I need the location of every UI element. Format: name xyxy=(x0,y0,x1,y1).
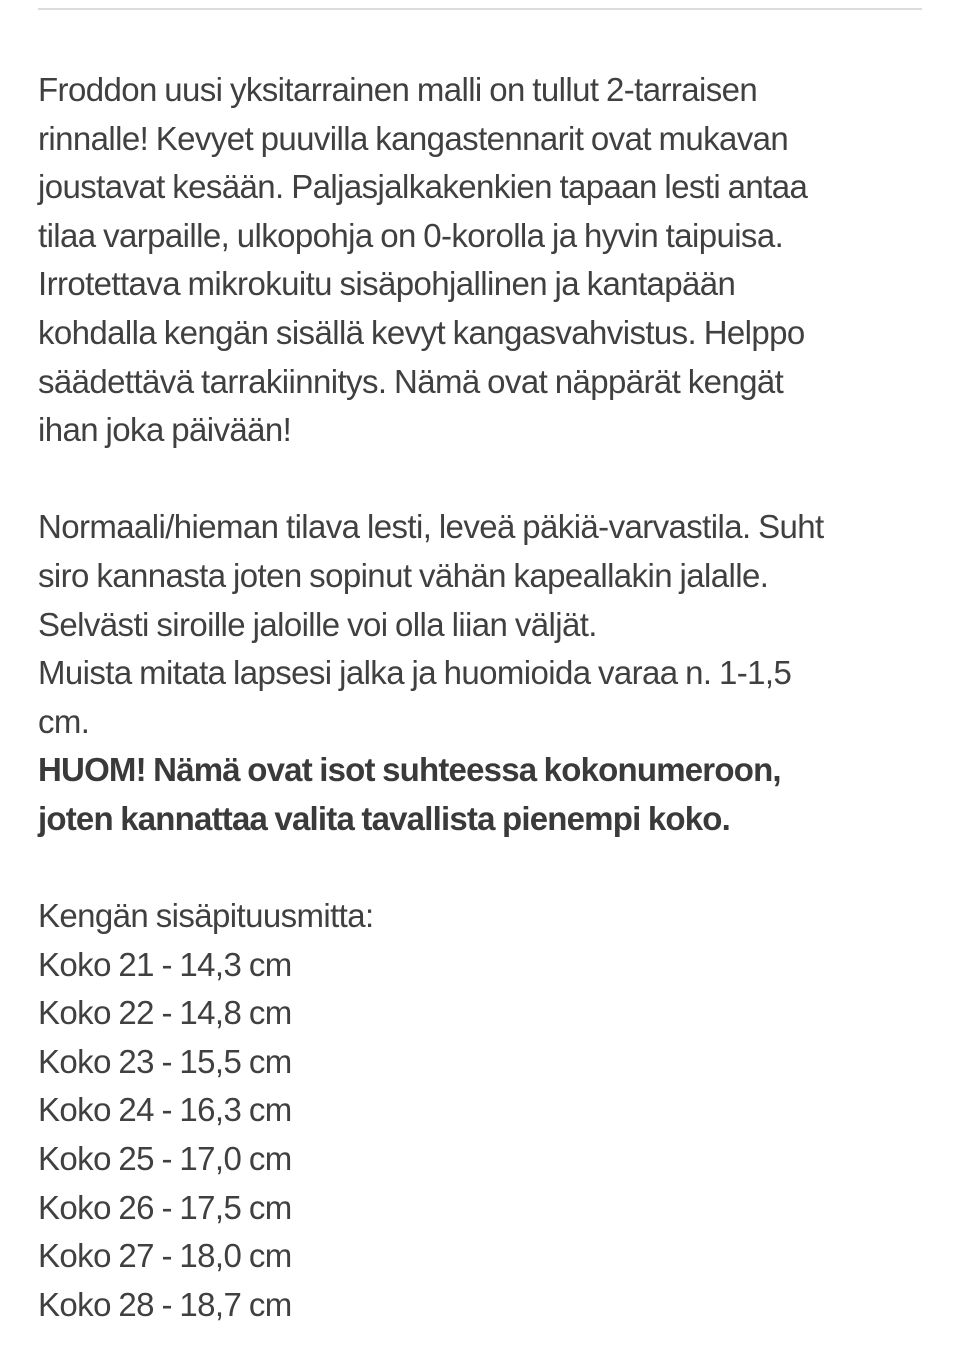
text-line: Normaali/hieman tilava lesti, leveä päkiä-varvastila. Suht xyxy=(38,508,824,546)
text-line: rinnalle! Kevyet puuvilla kangastennarit ovat mukavan xyxy=(38,119,789,157)
paragraph-spacer xyxy=(38,455,938,504)
size-row: Koko 23 - 15,5 cm xyxy=(38,1042,292,1080)
size-row: Koko 21 - 14,3 cm xyxy=(38,945,292,983)
text-line: ihan joka päivään! xyxy=(38,411,292,449)
intro-paragraph xyxy=(38,66,938,455)
text-line: Froddon uusi yksitarrainen malli on tullut 2-tarraisen xyxy=(38,71,758,108)
size-row: Koko 25 - 17,0 cm xyxy=(38,1140,292,1178)
size-chart xyxy=(38,892,938,1329)
size-row: Koko 22 - 14,8 cm xyxy=(38,994,292,1032)
sizing-warning-line: joten kannattaa valita tavallista pienempi koko. xyxy=(38,799,731,837)
size-chart-list xyxy=(38,941,938,1330)
product-description xyxy=(38,66,938,1329)
sizing-warning-line: HUOM! Nämä ovat isot suhteessa kokonumeroon, xyxy=(38,751,781,789)
text-line: cm. xyxy=(38,702,90,740)
text-line: Selvästi siroille jaloille voi olla liian väljät. xyxy=(38,605,597,643)
text-line: joustavat kesään. Paljasjalkakenkien tapaan lesti antaa xyxy=(38,168,808,206)
size-chart-heading: Kengän sisäpituusmitta: xyxy=(38,897,374,935)
text-line: tilaa varpaille, ulkopohja on 0-korolla ja hyvin taipuisa. xyxy=(38,216,784,254)
size-row: Koko 26 - 17,5 cm xyxy=(38,1188,292,1226)
size-row: Koko 24 - 16,3 cm xyxy=(38,1091,292,1129)
size-row: Koko 27 - 18,0 cm xyxy=(38,1237,292,1275)
text-line: siro kannasta joten sopinut vähän kapeallakin jalalle. xyxy=(38,556,769,594)
text-line: säädettävä tarrakiinnitys. Nämä ovat näppärät kengät xyxy=(38,362,784,400)
fit-paragraph xyxy=(38,503,938,843)
size-row: Koko 28 - 18,7 cm xyxy=(38,1285,292,1323)
paragraph-spacer xyxy=(38,844,938,893)
text-line: Muista mitata lapsesi jalka ja huomioida varaa n. 1-1,5 xyxy=(38,654,792,692)
top-divider xyxy=(38,8,922,10)
text-line: Irrotettava mikrokuitu sisäpohjallinen ja kantapään xyxy=(38,265,736,303)
text-line: kohdalla kengän sisällä kevyt kangasvahvistus. Helppo xyxy=(38,313,805,351)
